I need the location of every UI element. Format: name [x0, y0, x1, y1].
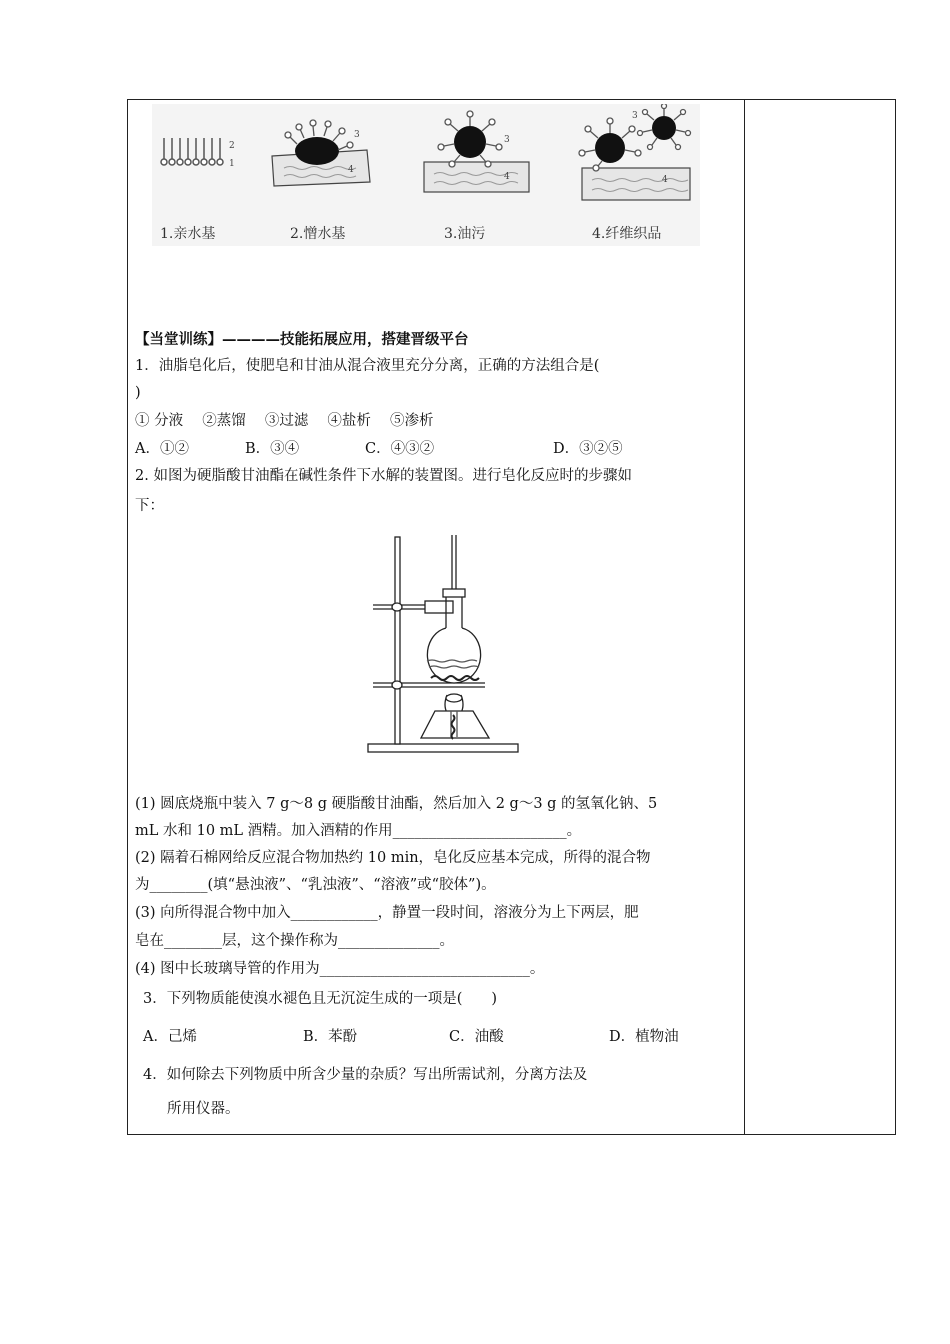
panel-label-hydrophilic: 1.亲水基	[160, 226, 216, 242]
q2-sub4: (4) 图中长玻璃导管的作用为_____________________________。	[135, 961, 545, 977]
callout-label: 3	[504, 135, 510, 145]
q4-stem-continued: 所用仪器。	[167, 1101, 240, 1117]
section-heading	[135, 330, 469, 350]
q3-option-c: C．油酸	[449, 1029, 504, 1045]
callout-label: 4	[348, 165, 354, 175]
callout-label: 4	[662, 175, 668, 185]
q2-sub3-continued: 皂在________层，这个操作称为______________。	[135, 933, 454, 949]
q1-stem-close: )	[135, 385, 141, 401]
q3-option-a: A．己烯	[143, 1029, 197, 1045]
q2-sub2-continued: 为________(填“悬浊液”、“乳浊液”、“溶液”或“胶体”)。	[135, 877, 496, 893]
q1-option-d: D．③②⑤	[553, 441, 623, 457]
saponification-apparatus	[365, 533, 523, 755]
callout-label: 3	[632, 111, 638, 121]
q2-sub1: (1) 圆底烧瓶中装入 7 g～8 g 硬脂酸甘油酯，然后加入 2 g～3 g 的氢氧化钠、5	[135, 796, 658, 812]
callout-label: 4	[504, 172, 510, 182]
q1-option-a: A．①②	[135, 441, 189, 457]
q2-stem: 2. 如图为硬脂酸甘油酯在碱性条件下水解的装置图。进行皂化反应时的步骤如	[135, 468, 632, 484]
panel-label-fabric: 4.纤维织品	[592, 226, 662, 242]
table-column-divider	[744, 99, 745, 1135]
panel-label-grease: 3.油污	[444, 226, 486, 242]
section-bracket-title: 【当堂训练】	[135, 331, 222, 348]
q2-sub3: (3) 向所得混合物中加入____________，静置一段时间，溶液分为上下两层，肥	[135, 905, 639, 921]
panel-label-hydrophobic: 2.憎水基	[290, 226, 346, 242]
q3-stem: 3．下列物质能使溴水褪色且无沉淀生成的一项是( )	[143, 991, 498, 1007]
q1-option-c: C．④③②	[365, 441, 435, 457]
q1-option-b: B．③④	[245, 441, 300, 457]
q2-sub1-continued: mL 水和 10 mL 酒精。加入酒精的作用________________________。	[135, 823, 582, 839]
q3-option-b: B．苯酚	[303, 1029, 358, 1045]
q3-option-d: D．植物油	[609, 1029, 679, 1045]
callout-label: 1	[229, 159, 235, 169]
q1-stem: 1．油脂皂化后，使肥皂和甘油从混合液里充分分离，正确的方法组合是(	[135, 358, 600, 374]
q4-stem: 4．如何除去下列物质中所含少量的杂质？写出所需试剂，分离方法及	[143, 1067, 588, 1083]
section-subtitle: ————技能拓展应用，搭建晋级平台	[222, 331, 469, 348]
q1-methods: ① 分液 ②蒸馏 ③过滤 ④盐析 ⑤渗析	[135, 413, 434, 429]
soap-mechanism-figure	[152, 104, 700, 246]
q2-sub2: (2) 隔着石棉网给反应混合物加热约 10 min，皂化反应基本完成，所得的混合物	[135, 850, 651, 866]
q2-stem-continued: 下：	[135, 498, 164, 514]
callout-label: 3	[354, 130, 360, 140]
callout-label: 2	[229, 141, 235, 151]
